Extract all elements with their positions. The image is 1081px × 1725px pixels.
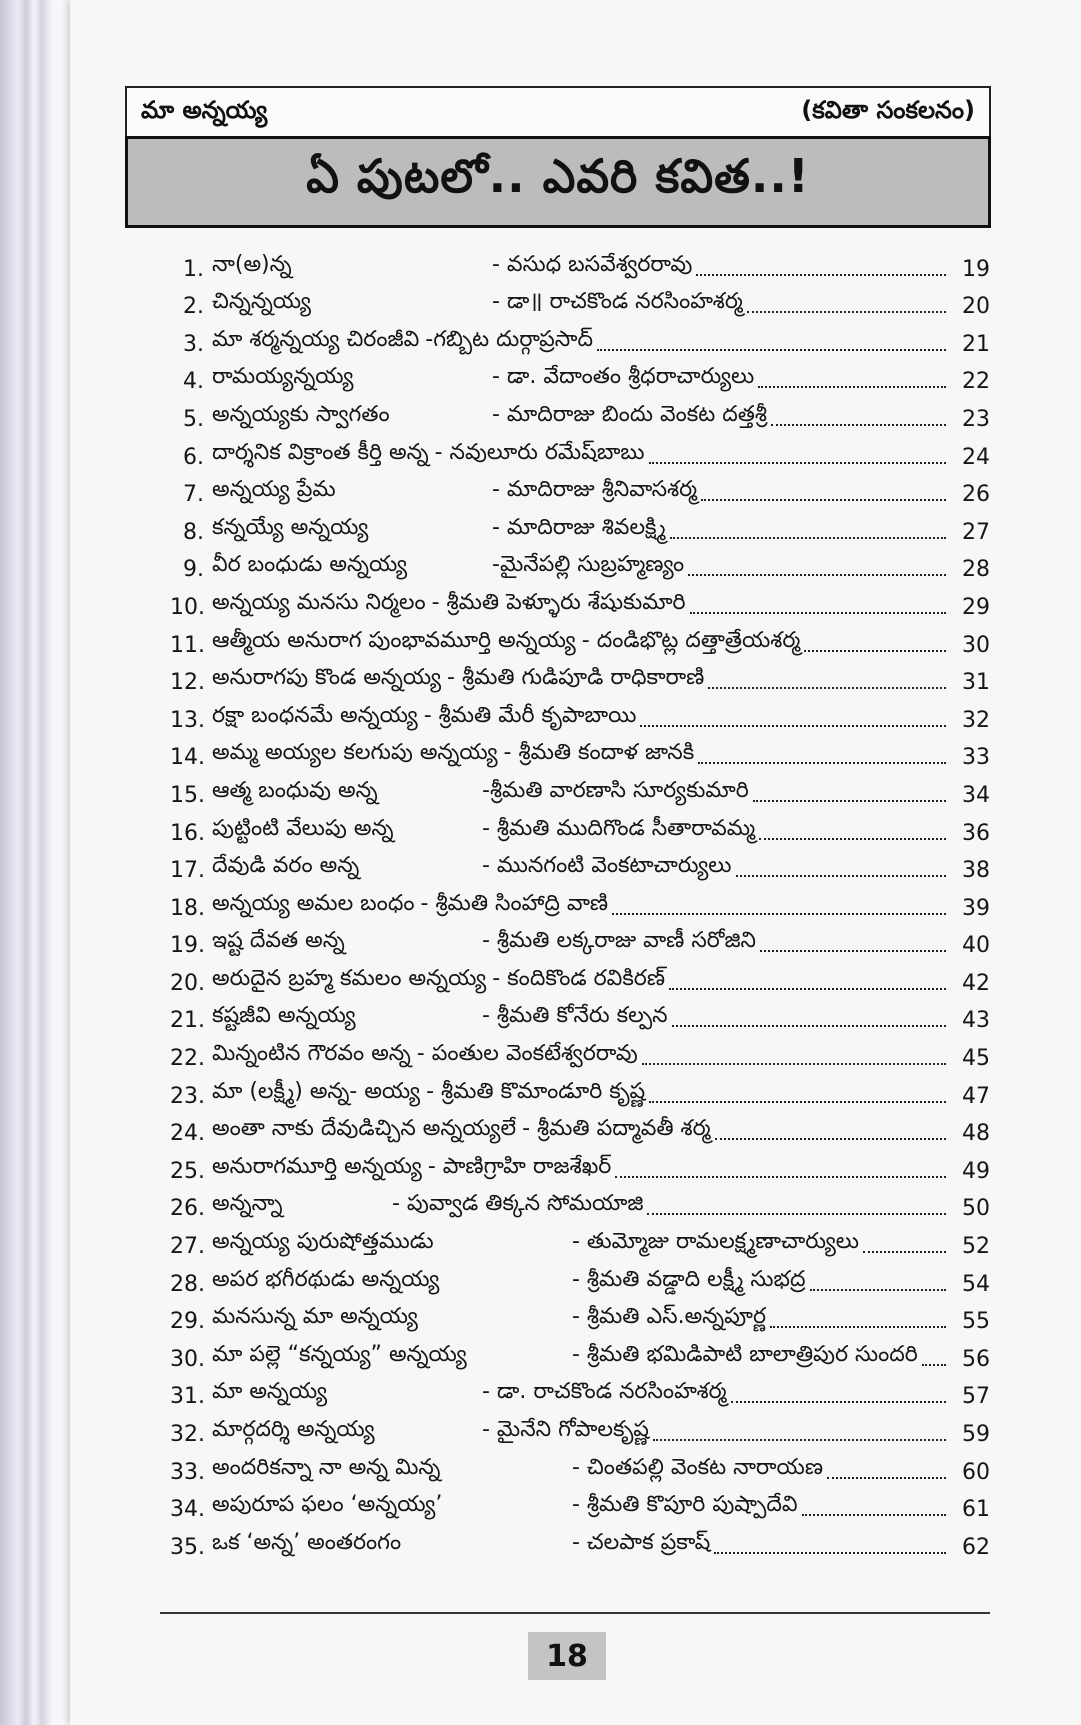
toc-entry-title: మా పల్లె “కన్నయ్య” అన్నయ్య <box>212 1341 467 1367</box>
toc-dot-leader <box>714 1551 946 1554</box>
toc-dot-leader <box>758 385 946 388</box>
toc-entry-author: - మాదిరాజు శివలక్ష్మి <box>492 514 666 540</box>
toc-dot-leader <box>753 799 946 802</box>
toc-dot-leader <box>810 1288 946 1291</box>
toc-entry <box>170 996 990 1034</box>
toc-entry-author: - డా. వేదాంతం శ్రీధరాచార్యులు <box>492 364 755 390</box>
toc-entry <box>170 1033 990 1071</box>
toc-entry-title: చిన్నన్నయ్య <box>212 289 311 315</box>
toc-entry-page: 60 <box>962 1459 990 1485</box>
toc-dot-leader <box>669 987 946 990</box>
toc-entry-number: 32. <box>170 1422 205 1447</box>
toc-entry-number: 1. <box>183 256 204 282</box>
toc-entry <box>170 319 990 357</box>
toc-entry-number: 10. <box>170 594 205 620</box>
toc-entry-page: 52 <box>962 1234 990 1260</box>
toc-entry <box>170 1522 990 1560</box>
toc-entry-author: - పువ్వాడ తిక్కన సోమయాజి <box>392 1191 644 1217</box>
toc-dot-leader <box>615 1175 946 1178</box>
toc-entry <box>170 1485 990 1523</box>
toc-entry-title: కష్టజీవి అన్నయ్య <box>212 1003 356 1029</box>
toc-entry <box>170 1372 990 1410</box>
toc-entry-page: 29 <box>962 594 990 620</box>
toc-entry-title: దార్శనిక విక్రాంత కీర్తి అన్న <box>212 439 429 465</box>
toc-entry-title: అనురాగమూర్తి అన్నయ్య <box>212 1153 422 1179</box>
toc-entry <box>170 1221 990 1259</box>
toc-entry-author: - శ్రీమతి మేరీ కృపాబాయి <box>423 702 637 728</box>
toc-entry-title: ఆత్మీయ అనురాగ పుంభావమూర్తి అన్నయ్య <box>212 627 576 653</box>
toc-entry-author: - మాదిరాజు బిందు వెంకట దత్తశ్రీ <box>492 401 767 427</box>
toc-dot-leader <box>649 1100 946 1103</box>
toc-entry <box>170 658 990 696</box>
toc-entry-number: 25. <box>170 1158 205 1184</box>
toc-entry-page: 59 <box>962 1422 990 1447</box>
toc-entry-number: 7. <box>183 482 204 508</box>
toc-entry-title: రామయ్యన్నయ్య <box>212 364 354 390</box>
toc-entry-page: 20 <box>962 294 990 320</box>
toc-entry-number: 5. <box>183 406 204 432</box>
toc-entry-author: - శ్రీమతి కొమాండూరి కృష్ణ <box>426 1078 646 1104</box>
toc-entry-title: అన్నన్నా <box>212 1191 283 1217</box>
toc-entry <box>170 244 990 282</box>
toc-dot-leader <box>802 1513 946 1516</box>
toc-entry-number: 20. <box>170 970 205 996</box>
toc-entry-author: - మునగంటి వెంకటాచార్యులు <box>482 853 732 879</box>
collection-label: (కవితా సంకలనం) <box>801 96 975 124</box>
toc-entry-number: 33. <box>170 1459 205 1485</box>
toc-entry-page: 22 <box>962 369 990 395</box>
toc-entry-author: - కందికొండ రవికిరణ్ <box>492 965 666 991</box>
toc-entry-page: 21 <box>962 331 990 357</box>
toc-entry-page: 61 <box>962 1497 990 1523</box>
contents-title-box <box>125 136 991 228</box>
toc-dot-leader <box>597 348 946 351</box>
toc-entry-author: -మైనేపల్లి సుబ్రహ్మణ్యం <box>492 552 685 578</box>
toc-entry-author: - శ్రీమతి కోనేరు కల్పన <box>482 1003 668 1029</box>
toc-dot-leader <box>672 1024 946 1027</box>
toc-entry-title: వీర బంధుడు అన్నయ్య <box>212 552 408 578</box>
toc-dot-leader <box>759 837 946 840</box>
toc-entry-page: 19 <box>962 256 990 282</box>
toc-entry-author: - నవులూరు రమేష్‌బాబు <box>434 439 645 465</box>
toc-entry-title: అరుదైన బ్రహ్మ కమలం అన్నయ్య <box>212 965 487 991</box>
toc-entry <box>170 282 990 320</box>
toc-entry <box>170 1146 990 1184</box>
toc-entry-number: 30. <box>170 1346 205 1372</box>
toc-entry-page: 62 <box>962 1534 990 1560</box>
toc-entry-title: అపురూప ఫలం ‘అన్నయ్య’ <box>212 1492 443 1518</box>
toc-entry-title: రక్షా బంధనమే అన్నయ్య <box>212 702 418 728</box>
toc-entry-page: 57 <box>962 1384 990 1410</box>
toc-entry-number: 21. <box>170 1008 205 1034</box>
toc-entry <box>170 883 990 921</box>
bottom-divider <box>160 1612 990 1614</box>
toc-entry-author: - శ్రీమతి పెళ్ళూరు శేషుకుమారి <box>431 589 686 615</box>
table-of-contents <box>170 244 990 1560</box>
toc-entry-number: 34. <box>170 1497 205 1523</box>
toc-entry-page: 54 <box>962 1271 990 1297</box>
toc-entry-author: - చలపాక ప్రకాష్ <box>572 1529 711 1555</box>
toc-entry-number: 9. <box>183 557 204 583</box>
toc-entry-page: 42 <box>962 970 990 996</box>
toc-entry-title: మనసున్న మా అన్నయ్య <box>212 1304 418 1330</box>
toc-entry <box>170 470 990 508</box>
toc-dot-leader <box>770 1325 946 1328</box>
toc-entry <box>170 1334 990 1372</box>
toc-entry-page: 56 <box>962 1346 990 1372</box>
toc-dot-leader <box>696 273 946 276</box>
toc-entry-title: అన్నయ్య ప్రేమ <box>212 477 336 503</box>
toc-entry-title: అపర భగీరథుడు అన్నయ్య <box>212 1266 440 1292</box>
toc-entry <box>170 432 990 470</box>
running-header <box>125 86 991 140</box>
toc-dot-leader <box>771 423 946 426</box>
toc-entry-title: మార్గదర్శి అన్నయ్య <box>212 1417 375 1442</box>
toc-entry-number: 35. <box>170 1534 205 1560</box>
toc-entry <box>170 846 990 884</box>
toc-entry <box>170 357 990 395</box>
toc-dot-leader <box>698 761 946 764</box>
toc-entry <box>170 1184 990 1222</box>
toc-entry <box>170 620 990 658</box>
toc-dot-leader <box>760 949 946 952</box>
toc-entry-number: 14. <box>170 745 205 771</box>
book-title: మా అన్నయ్య <box>141 96 268 124</box>
toc-dot-leader <box>640 724 946 727</box>
toc-dot-leader <box>747 310 946 313</box>
toc-entry-title: మా (లక్ష్మీ) అన్న- అయ్య <box>212 1078 421 1104</box>
toc-entry-number: 12. <box>170 670 205 696</box>
toc-entry <box>170 1109 990 1147</box>
toc-entry-number: 26. <box>170 1196 205 1222</box>
toc-dot-leader <box>804 649 946 652</box>
toc-entry-number: 4. <box>183 369 204 395</box>
toc-entry-page: 40 <box>962 933 990 959</box>
toc-entry-title: ఇష్ట దేవత అన్న <box>212 928 345 954</box>
toc-entry <box>170 695 990 733</box>
toc-dot-leader <box>670 536 946 539</box>
toc-entry <box>170 733 990 771</box>
toc-entry-page: 28 <box>962 557 990 583</box>
toc-dot-leader <box>715 1137 946 1140</box>
toc-dot-leader <box>688 573 946 576</box>
toc-entry-author: - శ్రీమతి భమిడిపాటి బాలాత్రిపుర సుందరి <box>572 1341 918 1367</box>
toc-entry-title: ఒక ‘అన్న’ అంతరంగం <box>212 1529 402 1555</box>
toc-entry-author: - శ్రీమతి కందాళ జానకి <box>503 740 695 766</box>
toc-entry-title: అందరికన్నా నా అన్న మిన్న <box>212 1454 441 1480</box>
toc-entry <box>170 1297 990 1335</box>
toc-entry-title: దేవుడి వరం అన్న <box>212 853 360 879</box>
toc-entry-author: - పాణిగ్రాహి రాజశేఖర్ <box>427 1153 612 1179</box>
toc-dot-leader <box>653 1438 946 1441</box>
toc-entry-author: - మైనేని గోపాలకృష్ణ <box>482 1417 649 1442</box>
toc-entry-title: అన్నయ్య మనసు నిర్మలం <box>212 589 426 615</box>
toc-entry <box>170 582 990 620</box>
toc-entry-page: 50 <box>962 1196 990 1222</box>
toc-entry <box>170 1409 990 1447</box>
toc-entry-page: 47 <box>962 1083 990 1109</box>
toc-entry <box>170 394 990 432</box>
toc-entry-author: - శ్రీమతి లక్కరాజు వాణీ సరోజిని <box>482 928 756 954</box>
toc-entry-number: 22. <box>170 1046 205 1072</box>
toc-entry <box>170 921 990 959</box>
toc-entry-number: 18. <box>170 895 205 921</box>
toc-entry-page: 45 <box>962 1046 990 1072</box>
toc-entry-author: -గబ్బిట దుర్గాప్రసాద్ <box>425 326 594 352</box>
toc-entry-title: ఆత్మ బంధువు అన్న <box>212 777 378 803</box>
toc-entry-page: 43 <box>962 1008 990 1034</box>
toc-entry-number: 16. <box>170 820 205 846</box>
toc-dot-leader <box>642 1062 946 1065</box>
toc-entry-number: 17. <box>170 858 205 884</box>
toc-entry-title: మా అన్నయ్య <box>212 1379 328 1405</box>
toc-entry-author: - పంతుల వెంకటేశ్వరరావు <box>416 1041 638 1067</box>
toc-entry-number: 24. <box>170 1121 205 1147</box>
toc-dot-leader <box>612 912 946 915</box>
toc-entry-title: అన్నయ్య అమల బంధం <box>212 890 415 916</box>
toc-entry <box>170 545 990 583</box>
toc-entry-page: 26 <box>962 482 990 508</box>
toc-entry-author: - శ్రీమతి ఎస్.అన్నపూర్ణ <box>572 1304 767 1330</box>
toc-entry <box>170 770 990 808</box>
toc-entry-title: అన్నయ్యకు స్వాగతం <box>212 401 390 427</box>
toc-entry-page: 24 <box>962 444 990 470</box>
toc-entry-page: 30 <box>962 632 990 658</box>
toc-entry-page: 36 <box>962 820 990 846</box>
toc-dot-leader <box>731 1400 946 1403</box>
toc-entry-number: 13. <box>170 707 205 733</box>
toc-entry-page: 23 <box>962 406 990 432</box>
toc-entry-author: - శ్రీమతి కొపూరి పుష్పాదేవి <box>572 1492 798 1518</box>
toc-entry-title: మా శర్మన్నయ్య చిరంజీవి <box>212 326 420 352</box>
toc-entry-author: - శ్రీమతి గుడిపూడి రాధికారాణి <box>447 665 705 691</box>
toc-entry <box>170 958 990 996</box>
toc-entry-page: 38 <box>962 858 990 884</box>
toc-entry-number: 3. <box>183 331 204 357</box>
toc-entry <box>170 507 990 545</box>
toc-entry-number: 6. <box>183 444 204 470</box>
toc-entry-number: 28. <box>170 1271 205 1297</box>
toc-entry-author: - తుమ్మోజు రామలక్ష్మణాచార్యులు <box>572 1229 860 1255</box>
toc-entry-page: 39 <box>962 895 990 921</box>
toc-entry-author: - శ్రీమతి పద్మావతీ శర్మ <box>522 1116 711 1142</box>
toc-entry-page: 31 <box>962 670 990 696</box>
toc-dot-leader <box>649 461 946 464</box>
toc-entry-page: 32 <box>962 707 990 733</box>
toc-dot-leader <box>827 1476 946 1479</box>
toc-entry-number: 29. <box>170 1309 205 1335</box>
toc-entry-title: పుట్టింటి వేలుపు అన్న <box>212 815 394 841</box>
toc-entry <box>170 808 990 846</box>
page-number: 18 <box>528 1632 606 1680</box>
toc-entry-author: - శ్రీమతి ముదిగొండ సీతారావమ్మ <box>482 815 756 841</box>
toc-entry-author: - చింతపల్లి వెంకట నారాయణ <box>572 1454 824 1480</box>
toc-entry-author: - డా. రాచకొండ నరసింహశర్మ <box>482 1379 727 1405</box>
toc-dot-leader <box>647 1212 946 1215</box>
toc-entry-page: 33 <box>962 745 990 771</box>
toc-entry-title: అనురాగపు కొండ అన్నయ్య <box>212 665 442 691</box>
toc-dot-leader <box>922 1363 946 1366</box>
toc-entry-number: 19. <box>170 933 205 959</box>
toc-entry-author: - వసుధ బసవేశ్వరరావు <box>492 251 693 277</box>
toc-entry-title: కన్నయ్యే అన్నయ్య <box>212 514 369 540</box>
toc-dot-leader <box>736 874 946 877</box>
toc-entry-author: - శ్రీమతి సింహాద్రి వాణి <box>420 890 609 916</box>
toc-entry-number: 8. <box>183 519 204 545</box>
toc-entry-page: 34 <box>962 782 990 808</box>
toc-entry-number: 23. <box>170 1083 205 1109</box>
toc-entry-number: 27. <box>170 1234 205 1260</box>
toc-entry-number: 2. <box>183 294 204 320</box>
toc-entry-title: అన్నయ్య పురుషోత్తముడు <box>212 1229 434 1255</box>
toc-entry <box>170 1447 990 1485</box>
toc-entry-title: మిన్నంటిన గౌరవం అన్న <box>212 1041 411 1067</box>
toc-dot-leader <box>690 611 946 614</box>
toc-entry-page: 49 <box>962 1158 990 1184</box>
toc-entry-page: 55 <box>962 1309 990 1335</box>
toc-entry-number: 15. <box>170 782 205 808</box>
toc-dot-leader <box>701 498 946 501</box>
toc-entry-author: - మాదిరాజు శ్రీనివాసశర్మ <box>492 477 698 503</box>
toc-entry-title: అమ్మ అయ్యల కలగుపు అన్నయ్య <box>212 740 498 766</box>
toc-entry-page: 27 <box>962 519 990 545</box>
contents-title: ఏ పుటలో.. ఎవరి కవిత..! <box>306 149 810 203</box>
toc-entry-author: - శ్రీమతి వడ్డాది లక్ష్మీ సుభద్ర <box>572 1266 806 1292</box>
toc-entry-author: -శ్రీమతి వారణాసి సూర్యకుమారి <box>482 777 749 803</box>
toc-entry-title: నా(అ)న్న <box>212 251 292 277</box>
toc-entry-number: 31. <box>170 1384 205 1410</box>
toc-entry-number: 11. <box>170 632 205 658</box>
toc-entry-page: 48 <box>962 1121 990 1147</box>
toc-dot-leader <box>708 686 946 689</box>
toc-entry-author: - దండిభొట్ల దత్తాత్రేయశర్మ <box>581 627 801 653</box>
toc-entry <box>170 1071 990 1109</box>
toc-dot-leader <box>863 1250 946 1253</box>
toc-entry-title: అంతా నాకు దేవుడిచ్చిన అన్నయ్యలే <box>212 1116 517 1142</box>
toc-entry-author: - డా॥ రాచకొండ నరసింహశర్మ <box>492 289 743 315</box>
toc-entry <box>170 1259 990 1297</box>
